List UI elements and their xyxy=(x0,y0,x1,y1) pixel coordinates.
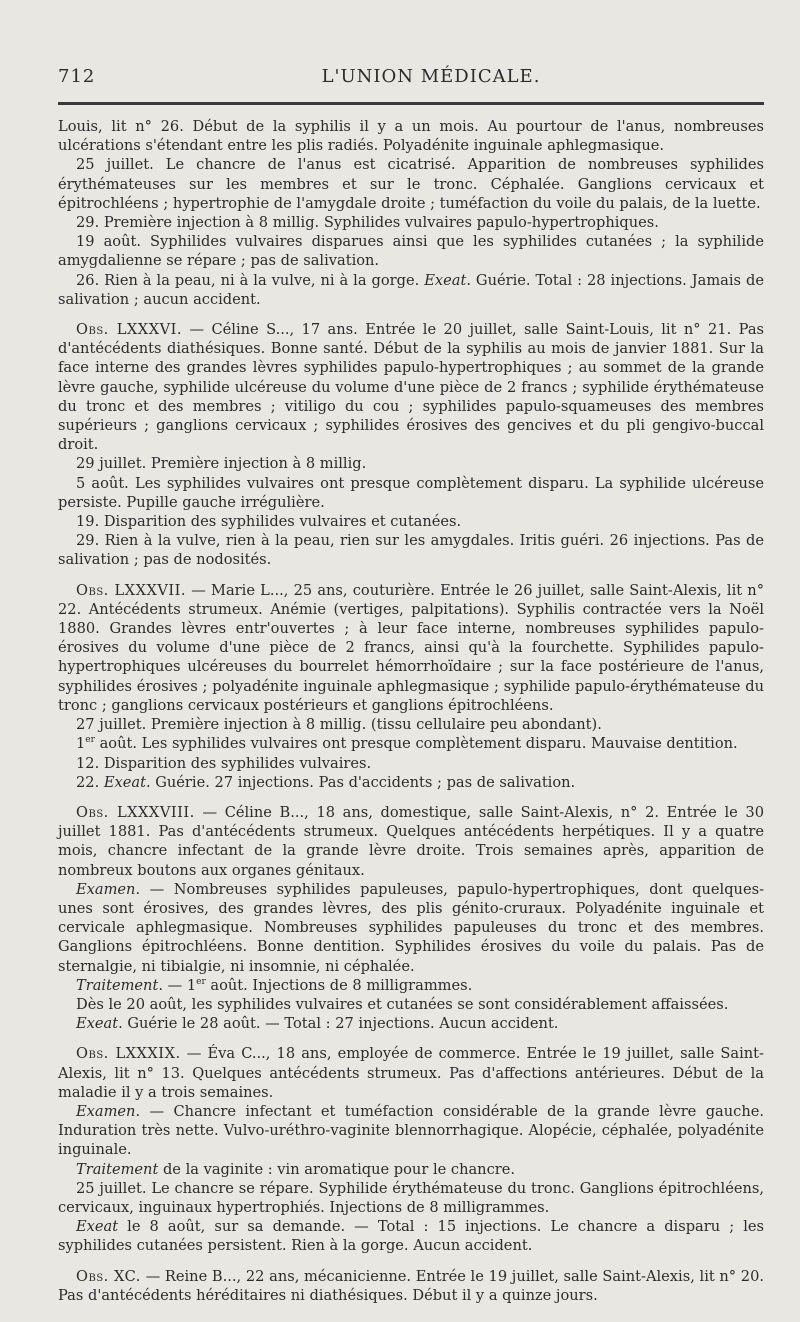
text-run: août. Injections de 8 milligrammes. xyxy=(205,976,473,994)
text-run: er xyxy=(85,735,95,746)
text-run: — Reine B..., 22 ans, mécanicienne. Entrée le 19 juillet, salle Saint-Alexis, lit n° 20. Pas d'antécédents héréditaires ni diathésiques. Début il y a quinze jours. xyxy=(58,1267,765,1304)
text-run: — Céline S..., 17 ans. Entrée le 20 juillet, salle Saint-Louis, lit n° 21. Pas d'antécédents diathésiques. Bonne santé. Début de la syphilis au mois de janvier 1881. Sur la face interne des grandes lèvres syphilides papulo-hypertrophiques ; au sommet de la grande lèvre gauche, syphilide ulcéreuse du volume d'une pièce de 2 francs ; syphilide érythémateuse du tronc et des membres ; vitiligo du cou ; syphilides papulo-squameuses des membres supérieurs ; ganglions cervicaux ; syphilides érosives des gencives et du pli gengivo-buccal droit. xyxy=(58,321,765,454)
paragraph xyxy=(58,474,764,512)
text-run: 12. Disparition des syphilides vulvaires. xyxy=(76,754,372,772)
header-rule xyxy=(58,102,764,105)
text-run: 26. Rien à la peau, ni à la vulve, ni à la gorge. xyxy=(76,271,425,289)
paragraph xyxy=(58,271,764,309)
text-run: le 8 août, sur sa demande. — Total : 15 injections. Le chancre a disparu ; les syphilides cutanées persistent. Rien à la gorge. Aucun accident. xyxy=(58,1218,764,1255)
text-run: Dès le 20 août, les syphilides vulvaires et cutanées se sont considérablement affaissées. xyxy=(76,995,729,1013)
paragraph xyxy=(58,1217,764,1255)
text-run: 25 juillet. Le chancre se répare. Syphilide érythémateuse du tronc. Ganglions épitrochléens, cervicaux, inguinaux hypertrophiés. Injections de 8 milligrammes. xyxy=(58,1179,764,1216)
observation-paragraph xyxy=(58,1044,764,1102)
paragraph xyxy=(58,531,764,569)
text-run: — Éva C..., 18 ans, employée de commerce. Entrée le 19 juillet, salle Saint-Alexis, lit n° 13. Quelques antécédents strumeux. Pas d'affections antérieures. Début de la maladie il y a trois semaines. xyxy=(58,1045,764,1101)
paragraph xyxy=(58,213,764,232)
text-run: . Guérie le 28 août. — Total : 27 injections. Aucun accident. xyxy=(118,1015,559,1033)
paragraph xyxy=(58,155,764,213)
text-run: . Guérie. Total : 28 injections. Jamais de salivation ; aucun accident. xyxy=(58,271,764,308)
observation-paragraph xyxy=(58,1267,764,1305)
observation-label: Obs. LXXXVII. xyxy=(76,581,187,599)
text-run: 22. xyxy=(76,773,104,791)
observation-label: Obs. LXXXIX. xyxy=(76,1045,181,1063)
italic-term: Traitement xyxy=(76,1160,159,1178)
italic-term: Exeat xyxy=(103,773,146,791)
text-run: 5 août. Les syphilides vulvaires ont presque complètement disparu. La syphilide ulcéreuse persiste. Pupille gauche irrégulière. xyxy=(58,474,764,511)
observation-paragraph xyxy=(58,581,764,715)
italic-term: Examen xyxy=(76,880,136,898)
paragraph xyxy=(58,232,764,270)
observation-label: Obs. XC. xyxy=(76,1267,141,1285)
text-run: Louis, lit n° 26. Début de la syphilis il y a un mois. Au pourtour de l'anus, nombreuses ulcérations s'étendant entre les plis radiés. Polyadénite inguinale aphlegmasique. xyxy=(58,118,764,155)
paragraph xyxy=(58,1179,764,1217)
observation-paragraph xyxy=(58,320,764,454)
paragraph xyxy=(58,1014,764,1033)
observation-paragraph xyxy=(58,803,764,880)
text-run: 19 août. Syphilides vulvaires disparues ainsi que les syphilides cutanées ; la syphilide amygdalienne se répare ; pas de salivation. xyxy=(58,233,764,270)
paragraph xyxy=(58,512,764,531)
paragraph xyxy=(58,734,764,753)
paragraph xyxy=(58,117,764,155)
text-run: . — Chancre infectant et tuméfaction considérable de la grande lèvre gauche. Induration très nette. Vulvo-uréthro-vaginite blennorrhagique. Alopécie, céphalée, polyadénite inguinale. xyxy=(58,1102,764,1159)
italic-term: Exeat xyxy=(76,1218,119,1236)
text-run: . — Nombreuses syphilides papuleuses, papulo-hypertrophiques, dont quelques-unes sont érosives, des grandes lèvres, des plis génito-cruraux. Polyadénite inguinale et cervicale aphlegmasique. Nombreuses syphilides papuleuses du tronc et des membres. Ganglions épitrochléens. Bonne dentition. Syphilides érosives du voile du palais. Pas de sternalgie, ni tibialgie, ni insomnie, ni céphalée. xyxy=(58,880,764,975)
journal-title: L'UNION MÉDICALE. xyxy=(321,66,541,87)
italic-term: Exeat xyxy=(76,1015,119,1033)
paragraph xyxy=(58,995,764,1014)
italic-term: Exeat xyxy=(424,271,467,289)
text-run: 1 xyxy=(76,735,86,753)
text-run: er xyxy=(196,976,206,987)
paragraph xyxy=(58,715,764,734)
text-run: août. Les syphilides vulvaires ont presque complètement disparu. Mauvaise dentition. xyxy=(94,735,738,753)
text-run: . — 1 xyxy=(158,976,197,994)
text-run: de la vaginite : vin aromatique pour le chancre. xyxy=(158,1160,515,1178)
observation-label: Obs. LXXXVIII. xyxy=(76,803,195,821)
text-run: — Marie L..., 25 ans, couturière. Entrée le 26 juillet, salle Saint-Alexis, lit n° 22. Antécédents strumeux. Anémie (vertiges, palpitations). Syphilis contractée vers la Noël 1880. Grandes lèvres entr'ouvertes ; à leur face interne, nombreuses syphilides papulo-érosives du volume d'une pièce de 2 francs, ainsi qu'à la fourchette. Syphilides papulo-hypertrophiques ulcéreuses du bourrelet hémorrhoïdaire ; sur la face postérieure de l'anus, syphilides érosives ; polyadénite inguinale aphlegmasique ; syphilide papulo-érythémateuse du tronc ; ganglions cervicaux postérieurs et ganglions épitrochléens. xyxy=(58,581,764,714)
text-run: — Céline B..., 18 ans, domestique, salle Saint-Alexis, n° 2. Entrée le 30 juillet 1881. Pas d'antécédents strumeux. Quelques antécédents herpétiques. Il y a quatre mois, chancre infectant de la grande lèvre droite. Trois semaines après, apparition de nombreux boutons aux organes génitaux. xyxy=(58,803,764,879)
page-number: 712 xyxy=(58,66,96,87)
observation-label: Obs. LXXXVI. xyxy=(76,321,183,339)
text-run: 29 juillet. Première injection à 8 millig. xyxy=(76,455,367,473)
paragraph xyxy=(58,773,764,792)
italic-term: Examen xyxy=(76,1102,136,1120)
text-run: 27 juillet. Première injection à 8 millig. (tissu cellulaire peu abondant). xyxy=(76,716,602,734)
paragraph xyxy=(58,1160,764,1179)
body-text xyxy=(58,117,764,1305)
text-run: 19. Disparition des syphilides vulvaires et cutanées. xyxy=(76,513,462,531)
paragraph xyxy=(58,1102,764,1160)
text-run: 25 juillet. Le chancre de l'anus est cicatrisé. Apparition de nombreuses syphilides érythémateuses sur les membres et sur le tronc. Céphalée. Ganglions cervicaux et épitrochléens ; hypertrophie de l'amygdale droite ; tuméfaction du voile du palais, de la luette. xyxy=(58,156,764,212)
italic-term: Traitement xyxy=(76,976,159,994)
paragraph xyxy=(58,880,764,976)
text-run: . Guérie. 27 injections. Pas d'accidents ; pas de salivation. xyxy=(145,773,576,791)
running-header xyxy=(58,66,764,96)
text-run: 29. Première injection à 8 millig. Syphilides vulvaires papulo-hypertrophiques. xyxy=(76,214,659,232)
paragraph xyxy=(58,754,764,773)
paragraph xyxy=(58,976,764,995)
paragraph xyxy=(58,454,764,473)
text-run: 29. Rien à la vulve, rien à la peau, rien sur les amygdales. Iritis guéri. 26 injections. Pas de salivation ; pas de nodosités. xyxy=(58,532,764,569)
